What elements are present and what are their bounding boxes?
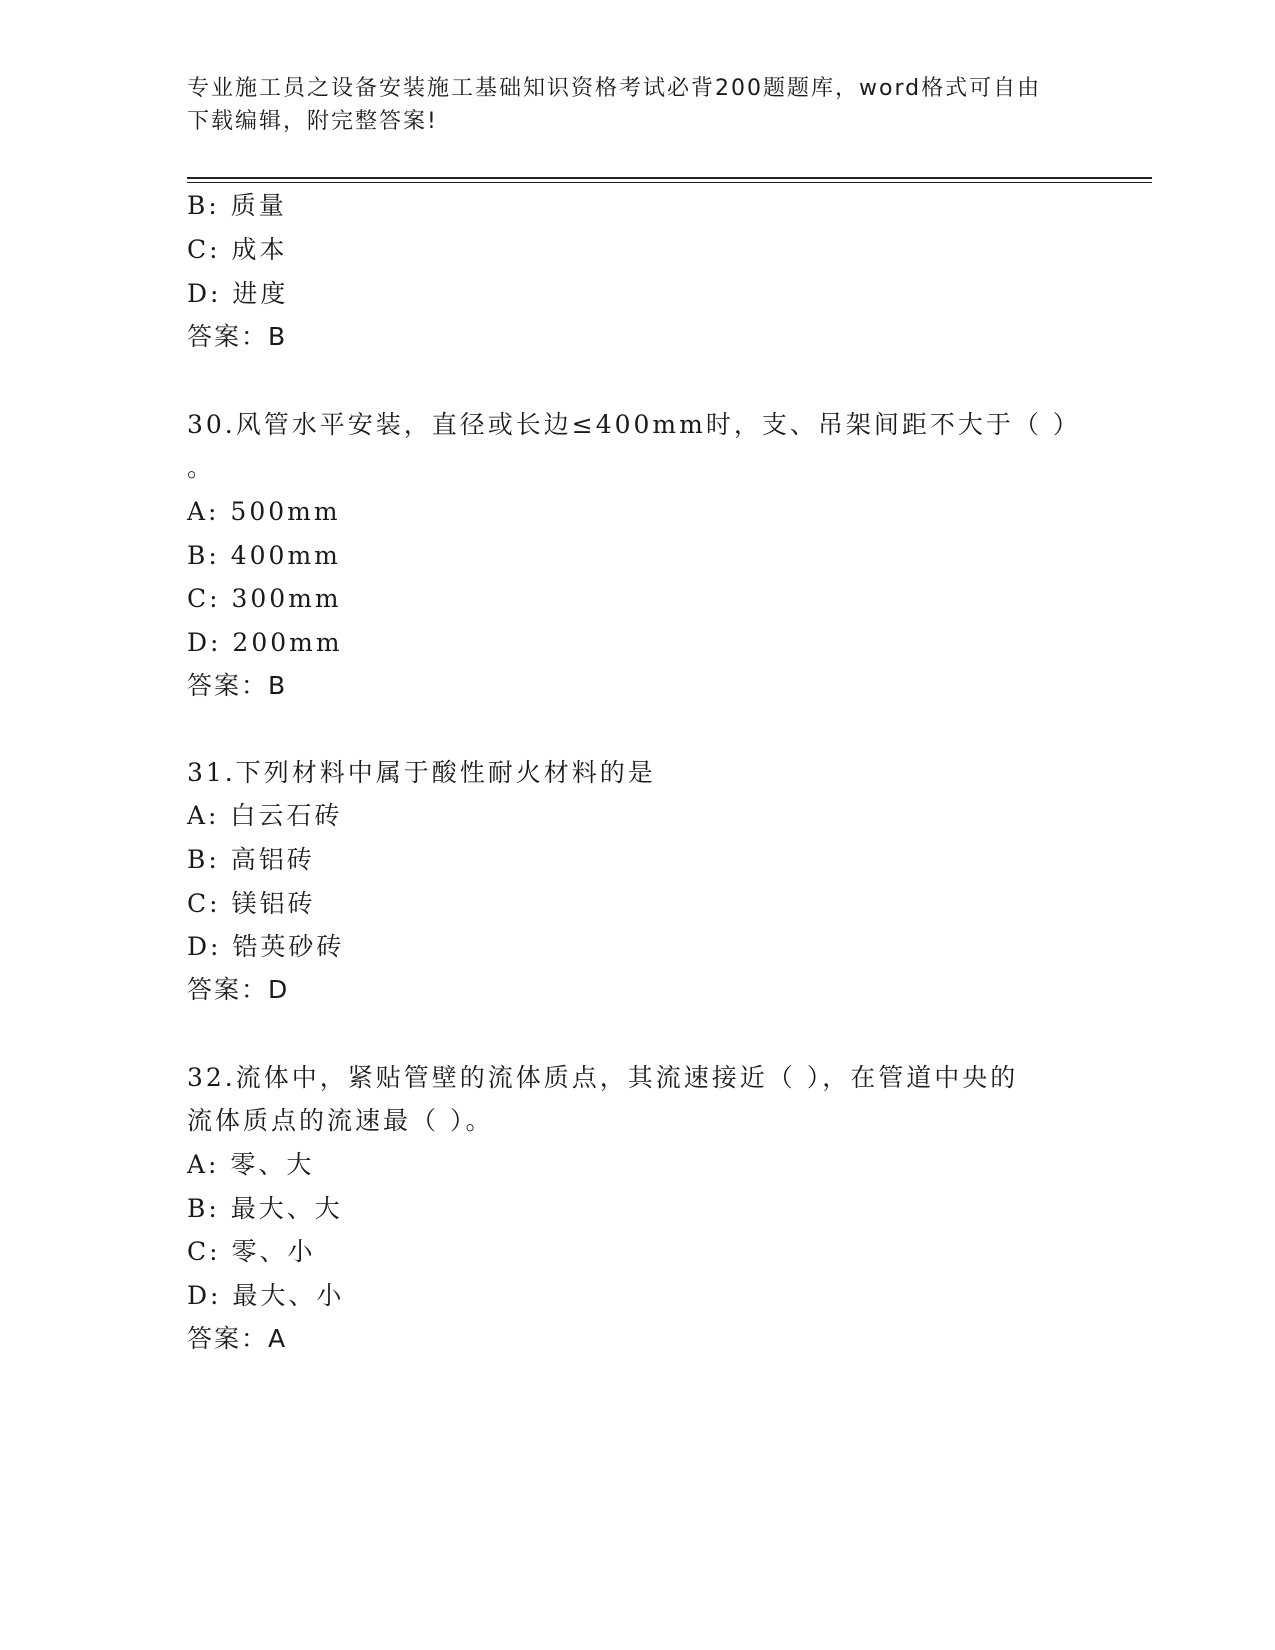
q30-stem-line-1: 30.风管水平安装，直径或长边≤400mm时，支、吊架间距不大于（ ）	[187, 410, 1081, 439]
q30-answer: 答案：B	[187, 671, 288, 700]
q31-option-d: D: 锆英砂砖	[187, 932, 345, 961]
q31-option-a: A: 白云石砖	[187, 801, 343, 830]
q32-option-d: D: 最大、小	[187, 1281, 345, 1310]
q31-stem-line-1: 31.下列材料中属于酸性耐火材料的是	[187, 758, 656, 787]
q32-option-b: B: 最大、大	[187, 1194, 343, 1223]
q31-answer: 答案：D	[187, 975, 290, 1004]
document-header	[187, 72, 1067, 138]
header-line-2: 下载编辑，附完整答案!	[187, 109, 438, 134]
q32-stem-line-1: 32.流体中，紧贴管壁的流体质点，其流速接近（ ），在管道中央的	[187, 1063, 1019, 1092]
q30-option-b: B: 400mm	[187, 541, 341, 570]
header-line-1: 专业施工员之设备安装施工基础知识资格考试必背200题题库，word格式可自由	[187, 76, 1042, 101]
q30-stem-line-2: 。	[187, 453, 216, 482]
q29-option-d: D: 进度	[187, 279, 289, 308]
header-divider-thin	[187, 182, 1152, 183]
q30-option-c: C: 300mm	[187, 584, 342, 613]
q32-stem-line-2: 流体质点的流速最（ ）。	[187, 1106, 494, 1135]
q32-answer: 答案：A	[187, 1324, 288, 1353]
q29-answer: 答案：B	[187, 322, 288, 351]
q32-option-a: A: 零、大	[187, 1150, 315, 1179]
q30-option-a: A: 500mm	[187, 497, 341, 526]
q31-option-b: B: 高铝砖	[187, 845, 315, 874]
q32-option-c: C: 零、小	[187, 1237, 316, 1266]
header-divider-thick	[187, 177, 1152, 179]
q31-option-c: C: 镁铝砖	[187, 889, 316, 918]
q29-option-c: C: 成本	[187, 235, 288, 264]
q30-option-d: D: 200mm	[187, 628, 343, 657]
q29-option-b: B: 质量	[187, 191, 287, 220]
